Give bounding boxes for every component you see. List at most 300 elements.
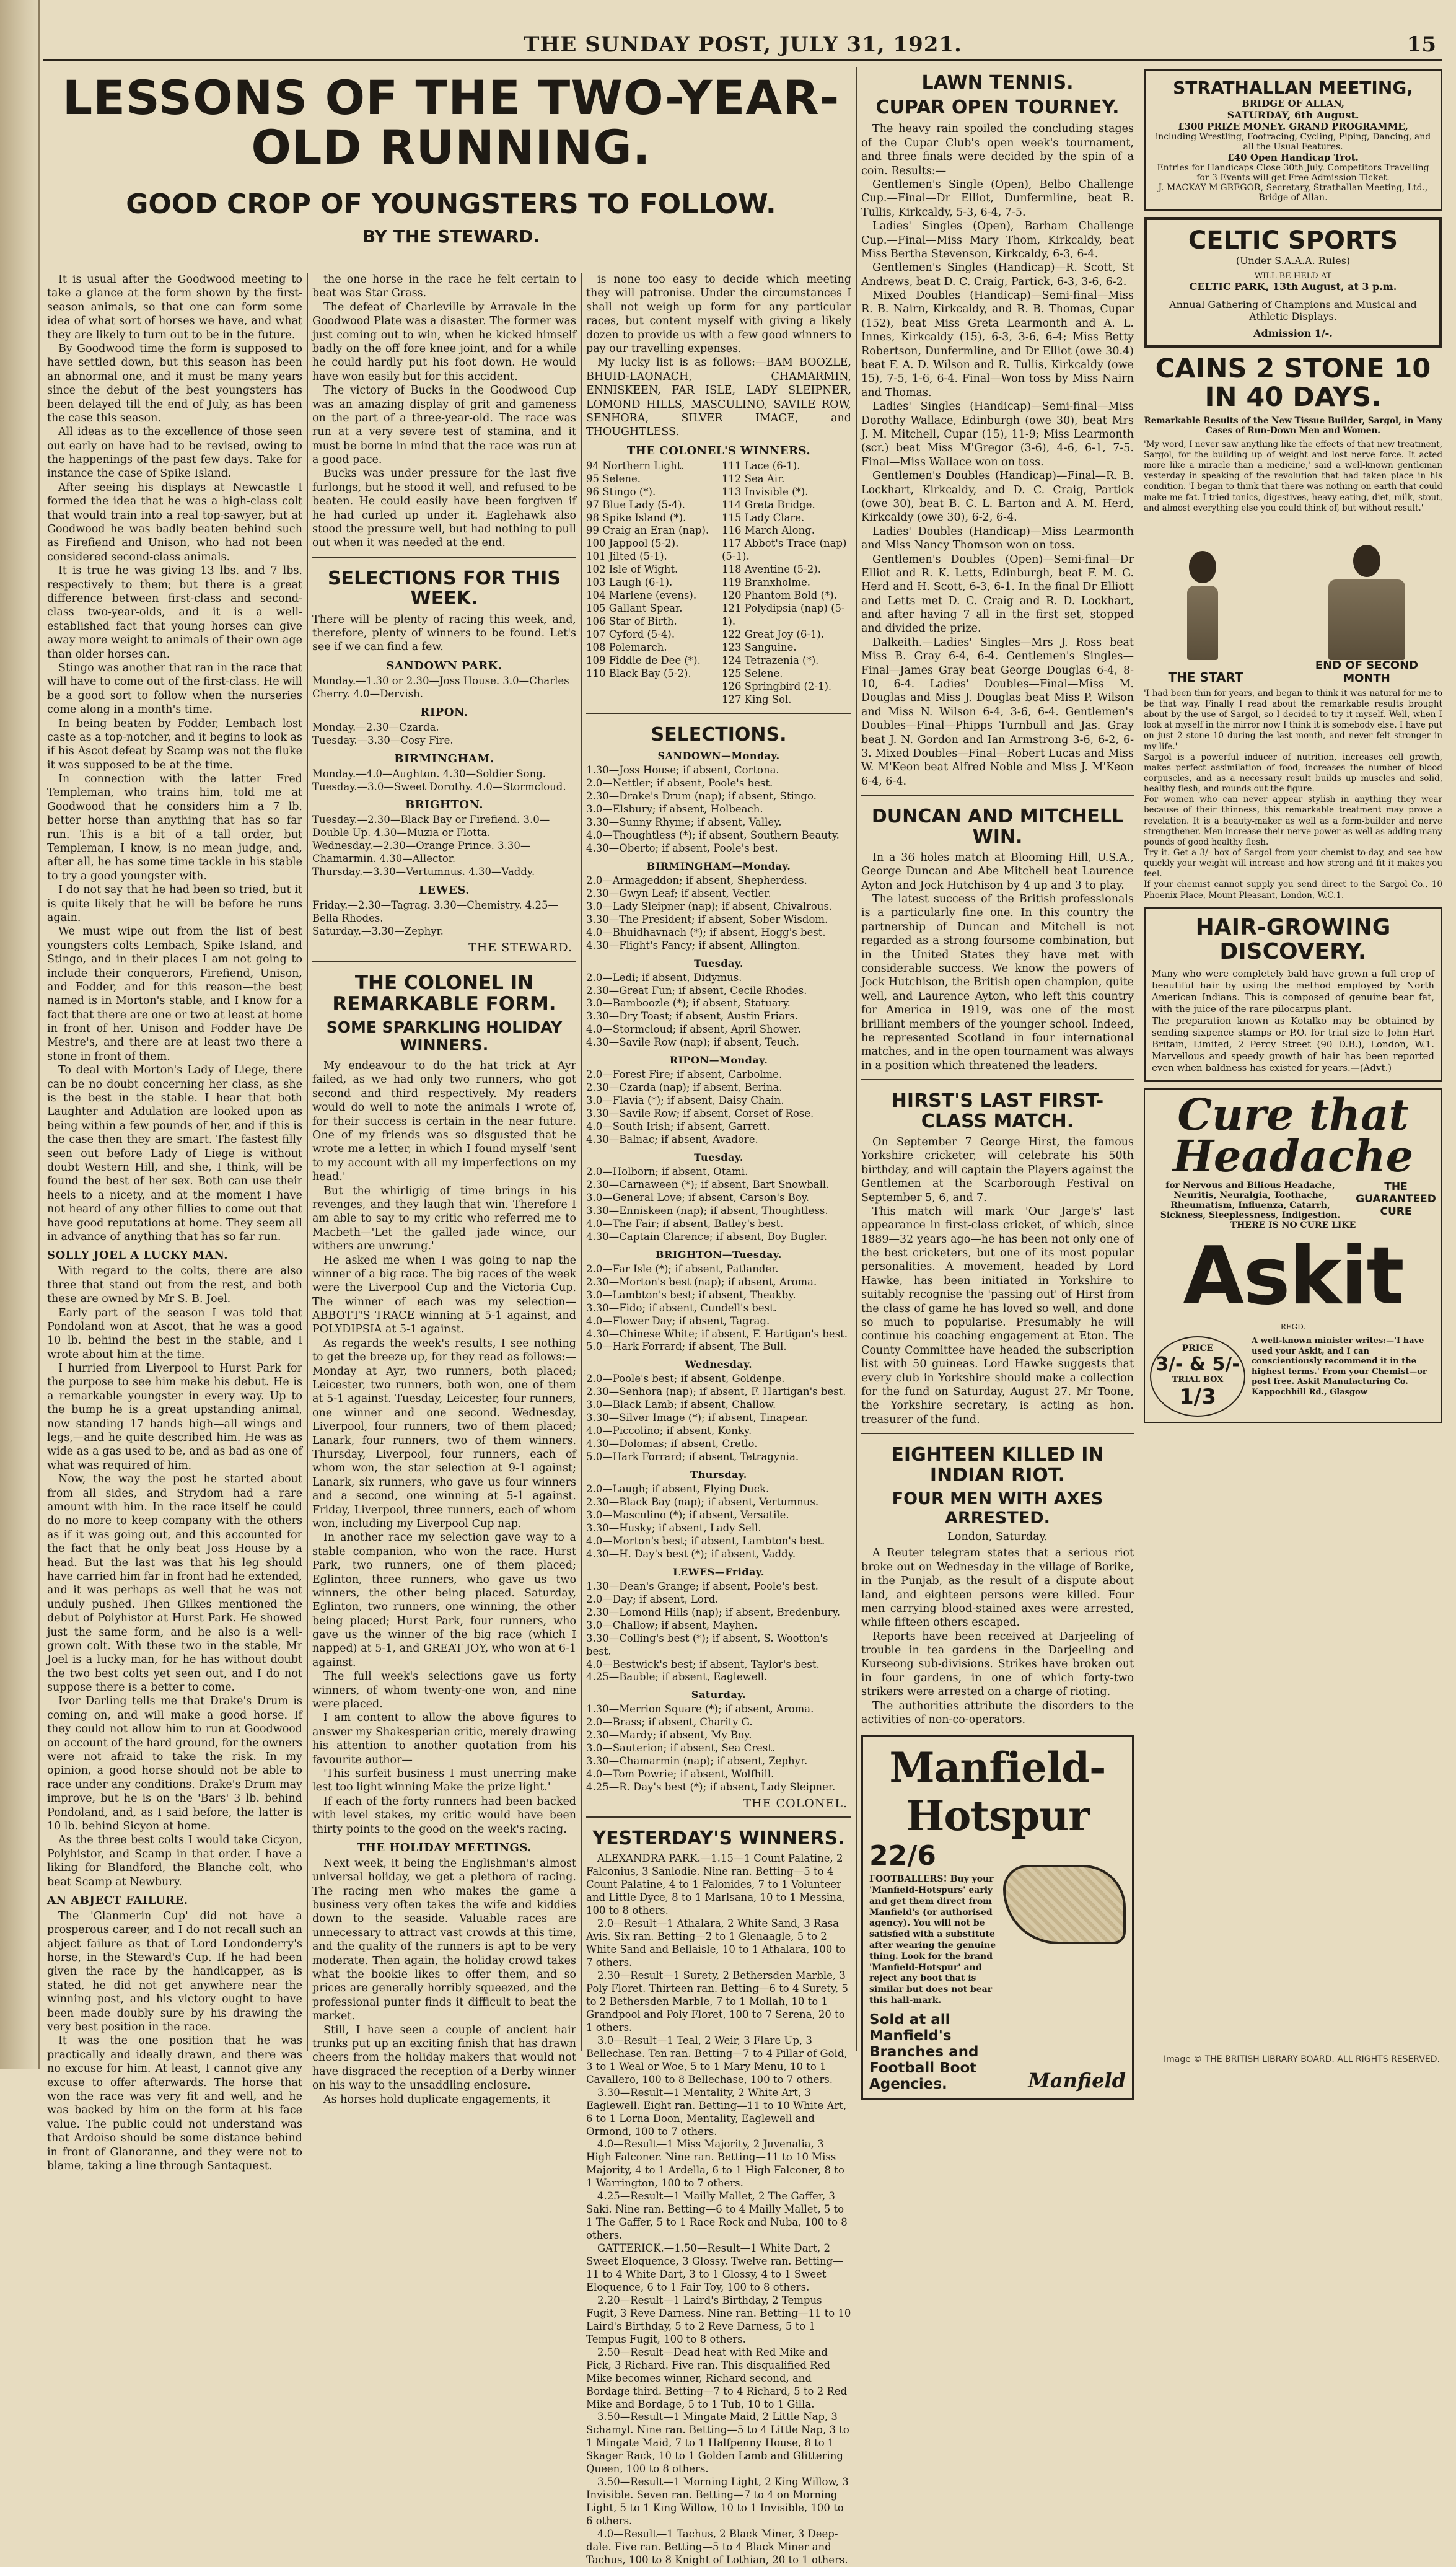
selection-line: 3.30—Silver Image (*); if absent, Tinapear. <box>586 1412 809 1424</box>
yesterday-winners-head: YESTERDAY'S WINNERS. <box>592 1828 845 1850</box>
winner-entry: 120 Phantom Bold (*). <box>722 589 837 602</box>
article-paragraph: The heavy rain spoiled the concluding stages of the Cupar Club's open week's tournament, and three finals were decided by the spin of a coin. Results:— <box>861 123 1134 177</box>
askit-guaranteed: THE GUARANTEED CURE <box>1356 1181 1436 1218</box>
masthead <box>43 32 1442 57</box>
article-paragraph: My lucky list is as follows:—BAM BOOZLE, BHUID-LAONACH, CHAMARMIN, ENNISKEEN, FAR ISLE, LADY SLEIPNER, LOMOND HILLS, MASCULINO, SAVILE ROW, SENHORA, SILVER IMAGE, and THOUGHTLESS. <box>586 356 851 439</box>
selection-line: 3.30—Dry Toast; if absent, Austin Friars. <box>586 1010 799 1023</box>
selection-line: 2.30—Mardy; if absent, My Boy. <box>586 1729 752 1741</box>
selection-line: 2.0—Brass; if absent, Charity G. <box>586 1716 753 1728</box>
winner-entry: 102 Isle of Wight. <box>586 563 678 576</box>
winners-list-left <box>586 460 716 707</box>
colonel-continuation <box>586 273 851 439</box>
selection-line: 2.30—Drake's Drum (nap); if absent, Stingo. <box>586 790 817 803</box>
winner-entry: 118 Aventine (5-2). <box>722 563 821 576</box>
strathallan-secretary: J. MACKAY M'GREGOR, Secretary, Strathallan Meeting, Ltd., Bridge of Allan. <box>1158 183 1428 203</box>
lead-section-joel: SOLLY JOEL A LUCKY MAN. <box>47 1249 228 1262</box>
askit-script-headline: Cure that Headache <box>1172 1089 1414 1182</box>
winner-entry: 96 Stingo (*). <box>586 485 656 498</box>
column-1 <box>47 273 302 2172</box>
selection-line: 3.0—Lady Sleipner (nap); if absent, Chivalrous. <box>586 900 833 912</box>
golf-headline: DUNCAN AND MITCHELL WIN. <box>871 806 1124 848</box>
selection-line: 4.30—Flight's Fancy; if absent, Allington. <box>586 939 800 951</box>
article-paragraph: Gentlemen's Single (Open), Belbo Challenge Cup.—Final—Dr Elliot, Dunfermline, beat R. Tullis, Kirkcaldy, 5-3, 6-4, 7-5. <box>861 178 1134 219</box>
colonel-headline: THE COLONEL IN REMARKABLE FORM. <box>332 972 556 1015</box>
celtic-admission: Admission 1/-. <box>1253 327 1333 339</box>
masthead-rule <box>43 59 1442 61</box>
meetings-list <box>312 659 576 938</box>
celtic-held: WILL BE HELD AT <box>1254 271 1332 281</box>
divider <box>586 1816 851 1818</box>
selection-line: 4.30—H. Day's best (*); if absent, Vaddy. <box>586 1548 796 1560</box>
article-paragraph: In a 36 holes match at Blooming Hill, U.S.A., George Duncan and Abe Mitchell beat Laurence Ayton and Jock Hutchison by 4 up and 3 to play. <box>861 851 1134 892</box>
result-paragraph: 4.0—Result—1 Tachus, 2 Black Miner, 3 Deep-dale. Five ran. Betting—5 to 4 Black Miner and Tachus, 100 to 8 Knight of Lothian, 20 to 1 others. <box>586 2528 848 2566</box>
strathallan-line2: including Wrestling, Footracing, Cycling, Piping, Dancing, and all the Usual Features. <box>1155 132 1431 152</box>
sargol-quote4: For women who can never appear stylish in anything they wear because of their thinness, this remarkable treatment may prove a revelation. It is a beauty-maker as well as a form-builder and nerve strengthener. Men increase their nerve power as well as adding many pounds of good healthy flesh. <box>1144 795 1442 847</box>
selection-line: 2.30—Senhora (nap); if absent, F. Hartigan's best. <box>586 1386 846 1398</box>
selection-line: 3.0—Challow; if absent, Mayhen. <box>586 1619 758 1631</box>
article-paragraph: the one horse in the race he felt certain to beat was Star Grass. <box>312 273 576 300</box>
selection-line: 3.0—Flavia (*); if absent, Daisy Chain. <box>586 1094 784 1107</box>
divider <box>861 1079 1134 1080</box>
sargol-quote5: Try it. Get a 3/- box of Sargol from your chemist to-day, and see how quickly your weight will increase and how strong and fit it makes you feel. <box>1144 847 1442 879</box>
selection-line: 2.0—Holborn; if absent, Otami. <box>586 1166 748 1178</box>
selection-line: 4.0—Piccolino; if absent, Konky. <box>586 1425 752 1437</box>
holiday-text <box>312 1857 576 2107</box>
lawn-tennis-head: LAWN TENNIS. <box>921 72 1074 94</box>
selection-line: 2.0—Forest Fire; if absent, Carbolme. <box>586 1068 783 1081</box>
article-paragraph: As regards the week's results, I see nothing to get the breeze up, for they read as follows:—Monday at Ayr, two runners, both placed; Leicester, two runners, both won, one of them at 5-1 against. Tuesday, Leicester, four runners, one winner and one second. Wednesday, Liverpool, four runners, two of them placed; Lanark, four runners, two of them winners. Thursday, Liverpool, four runners, each of whom won, the star selection at 9-1 against; Lanark, six runners, who gave us four winners and a second, one winning at 5-1 against. Friday, Liverpool, three runners, each of whom won, including my Liverpool Cup nap. <box>312 1337 576 1530</box>
sargol-sub: Remarkable Results of the New Tissue Builder, Sargol, in Many Cases of Run-Down Men and Women. <box>1144 415 1442 436</box>
askit-ad <box>1144 1088 1442 1423</box>
selection-day: Saturday. <box>691 1689 747 1701</box>
steward-continuation <box>312 273 576 550</box>
article-paragraph: Ladies' Doubles (Handicap)—Miss Learmonth and Miss Nancy Thomson won on toss. <box>861 525 1134 552</box>
article-paragraph: Still, I have seen a couple of ancient hair trunks put up an exciting finish that has drawn cheers from the holiday makers that would not have disgraced the reception of a Derby winner on his way to the unsaddling enclosure. <box>312 2023 576 2092</box>
selection-line: 2.0—Poole's best; if absent, Goldenpe. <box>586 1373 785 1385</box>
result-paragraph: 3.0—Result—1 Teal, 2 Weir, 3 Flare Up, 3 Bellechase. Ten ran. Betting—7 to 4 Pillar of Gold, 3 to 1 Weal or Woe, 5 to 1 Mary Menu, 10 to 1 Cavallero, 100 to 8 Bellechase, 100 to 7 others. <box>586 2034 848 2085</box>
article-paragraph: Now, the way the post he started about from all sides, and Strydom had a rare amount with him. In the race itself he could do no more to keep company with the others as if it was going out, and this accounted for the fact that he only beat Joss House by a head. But the last was that his leg should have carried him far in front had he extended, and it was perhaps as well that he was not unduly pushed. Then Gilkes mentioned the debut of Polyhistor at Hurst Park. He showed just the same form, and he also is a well-grown colt. With these two in the stable, Mr Joel is a lucky man, for he has without doubt the two best colts yet seen out, and I do not suppose there is a better to come. <box>47 1473 302 1694</box>
winner-entry: 115 Lady Clare. <box>722 511 805 524</box>
article-paragraph: I hurried from Liverpool to Hurst Park for the purpose to see him make his debut. He is a remarkable youngster in every way. Up to the bump he is a great upstanding animal, now standing 17 hands high—all wings and legs,—and he quite described him. He was as wide as a gas used to be, and as bad as one of what was required of him. <box>47 1362 302 1472</box>
article-paragraph: This match will mark 'Our Jarge's' last appearance in first-class cricket, of which, since 1889—32 years ago—he has been not only one of the best cricketers, but one of its most popular personalities. A movement, headed by Lord Hawke, has been initiated in Yorkshire to suitably recognise the 'passing out' of Hirst from the class of game he has loved so well, and done so much to popularise. Presumably he will continue his coaching engagement at Eton. The County Committee have headed the subscription list with 50 guineas. Lord Hawke suggests that every club in Yorkshire should make a collection for the fund on Saturday, August 27. Mr Toone, the Yorkshire secretary, is acting as hon. treasurer of the fund. <box>861 1205 1134 1426</box>
column-rule <box>856 67 857 2051</box>
selection-line: 2.0—Far Isle (*); if absent, Patlander. <box>586 1262 779 1275</box>
article-paragraph: Gentlemen's Doubles (Open)—Semi-final—Dr Elliot and R. K. Letts, Edinburgh, beat F. M. G. Herd and H. Scott, 6-3, 6-1. In the final Dr Elliott and Letts met D. C. Craig and R. D. Lockhart, and after having 7 all in the first set, stopped and divided the prize. <box>861 553 1134 635</box>
selection-line: 3.30—The President; if absent, Sober Wisdom. <box>586 913 828 925</box>
page-number: 15 <box>1406 32 1436 57</box>
selection-line: 5.0—Hark Forrard; if absent, The Bull. <box>586 1341 787 1353</box>
yesterday-winners-text <box>586 1852 851 2566</box>
article-paragraph: In connection with the latter Fred Templeman, who trains him, told me at Goodwood that he considers him a 7 lb. better horse than anything that has so far run. This is a bit of a tall order, but Templeman, I know, is no mean judge, and, after all, he has some time tackle in his stable to try a good youngster with. <box>47 773 302 883</box>
image-credit: Image © THE BRITISH LIBRARY BOARD. ALL RIGHTS RESERVED. <box>1163 2054 1440 2064</box>
lead-headline-block <box>48 70 854 252</box>
selection-line: 3.0—General Love; if absent, Carson's Boy. <box>586 1191 810 1204</box>
article-paragraph: is none too easy to decide which meeting they will patronise. Under the circumstances I shall not weigh up form for any particular races, but content myself with giving a likely dozen to provide us with a few good winners to pay our travelling expenses. <box>586 273 851 355</box>
meeting-selection: Wednesday.—2.30—Orange Prince. 3.30—Chamarmin. 4.30—Allector. <box>312 840 531 865</box>
article-paragraph: The latest success of the British professionals is a particularly fine one. In this country the partnership of Duncan and Mitchell is not regarded as a strong foursome combination, but in the United States they have met with considerable success. We know the powers of Jock Hutchison, the British open champion, quite well, and Laurence Ayton, who left this country for America in 1919, was one of the most brilliant members of the younger school. Indeed, he represented Scotland in four international matches, and in the open tournament was always in a position which threatened the leaders. <box>861 893 1134 1072</box>
celtic-sports-ad <box>1144 217 1442 348</box>
column-5-ads <box>1144 69 1442 2053</box>
askit-no-cure: THERE IS NO CURE LIKE <box>1230 1220 1356 1231</box>
hirst-text <box>861 1135 1134 1427</box>
meeting-selection: Tuesday.—3.30—Cosy Fire. <box>312 734 454 746</box>
winner-entry: 125 Selene. <box>722 667 783 679</box>
riot-subhead: FOUR MEN WITH AXES ARRESTED. <box>892 1489 1103 1528</box>
strathallan-ad <box>1144 69 1442 211</box>
label-start: THE START <box>1168 669 1243 685</box>
cupar-subhead: CUPAR OPEN TOURNEY. <box>875 97 1120 119</box>
winner-entry: 97 Blue Lady (5-4). <box>586 498 685 511</box>
selection-line: 4.30—Balnac; if absent, Avadore. <box>586 1134 758 1146</box>
thin-man-figure <box>1169 551 1237 660</box>
celtic-rules: (Under S.A.A.A. Rules) <box>1235 255 1351 266</box>
selection-line: 1.30—Dean's Grange; if absent, Poole's best. <box>586 1580 818 1592</box>
lead-article-col1b <box>47 1264 302 1889</box>
hair-text2: The preparation known as Kotalko may be obtained by sending sixpence stamps or P.O. for trial size to John Hart Britain, Limited, 2 Percy Street (90 D.B.), London, W.1. Marvellous and speedy growth of hair has been reported even when baldness has existed for years.—(Advt.) <box>1152 1015 1434 1074</box>
result-paragraph: 3.50—Result—1 Morning Light, 2 King Willow, 3 Invisible. Seven ran. Betting—7 to 4 on Morning Light, 5 to 1 King Willow, 10 to 1 Invisible, 100 to 6 others. <box>586 2476 849 2527</box>
selection-day: BRIGHTON—Tuesday. <box>656 1248 782 1261</box>
article-paragraph: Next week, it being the Englishman's almost universal holiday, we get a plethora of racing. The racing men who makes the game a business very often takes the wife and kiddies down to the seaside. Valuable races are unnecessary to attract vast crowds at this time, and the quality of the runners is apt to be very moderate. Then again, the holiday crowd takes what the bookie likes to offer them, and so prices are generally horribly squeezed, and the professional punter finds it difficult to beat the market. <box>312 1857 576 2023</box>
strathallan-line3: £40 Open Handicap Trot. <box>1227 152 1359 163</box>
sargol-headline: CAINS 2 STONE 10 IN 40 DAYS. <box>1155 353 1431 413</box>
winner-entry: 99 Craig an Eran (nap). <box>586 524 709 537</box>
article-paragraph: Dalkeith.—Ladies' Singles—Mrs J. Ross beat Miss B. Gray 6-4, 6-4. Gentlemen's Singles—Final—James Gray beat George Douglas 6-4, 8-10, 6-4. Ladies' Doubles—Final—Miss M. Douglas and Miss J. Douglas beat Miss P. Wilson and Miss N. Wilson 6-4, 3-6, 6-4. Gentlemen's Doubles—Final—Phipps Turnbull and Jas. Gray beat J. N. Gordon and Ian Armstrong 3-6, 6-2, 6-3. Mixed Doubles—Final—Robert Lucas and Miss W. M'Keon beat Alfred Noble and Miss J. M'Keon 6-4, 6-4. <box>861 636 1134 788</box>
selection-line: 3.0—Sauterion; if absent, Sea Crest. <box>586 1742 776 1755</box>
askit-brand: Askit <box>1183 1230 1403 1323</box>
article-paragraph: Bucks was under pressure for the last five furlongs, but he stood it well, and refused to be beaten. He could easily have been forgiven if he had curled up under it. Eaglehawk also stood the pressure well, but had nothing to pull out when it was needed at the end. <box>312 467 576 550</box>
selection-line: 1.30—Joss House; if absent, Cortona. <box>586 764 779 777</box>
article-paragraph: Reports have been received at Darjeeling of trouble in tea gardens in the Darjeeling and Kurseong sub-divisions. Strikes have broken out in four gardens, in one of which forty-two strikers were arrested on a charge of rioting. <box>861 1630 1134 1699</box>
article-paragraph: The 'Glanmerin Cup' did not have a prosperous career, and I do not recall such an abject failure as that of Lord Londonderry's horse, in the Steward's Cup. If he had been given the race by the handicapper, as is stated, he did not get anywhere near the winning post, and his victory ought to have been made doubly sure by his drawing the very best position in the race. <box>47 1909 302 2034</box>
selection-line: 4.30—Oberto; if absent, Poole's best. <box>586 842 778 854</box>
selection-line: 3.30—Colling's best (*); if absent, S. Wootton's best. <box>586 1632 828 1657</box>
daily-selections <box>586 750 851 1794</box>
result-paragraph: 2.20—Result—1 Laird's Birthday, 2 Tempus Fugit, 3 Reve Darness. Nine ran. Betting—11 to 10 Laird's Birthday, 5 to 2 Reve Darness, 5 to 1 Tempus Fugit, 100 to 8 others. <box>586 2294 851 2345</box>
selection-line: 2.0—Day; if absent, Lord. <box>586 1593 719 1605</box>
meeting-name: SANDOWN PARK. <box>386 659 502 672</box>
colonel-text <box>312 1059 576 1836</box>
meeting-selection: Monday.—2.30—Czarda. <box>312 721 439 733</box>
selection-line: 3.30—Sunny Rhyme; if absent, Valley. <box>586 816 782 828</box>
selection-line: 4.0—Thoughtless (*); if absent, Southern Beauty. <box>586 829 840 841</box>
article-paragraph: The defeat of Charleville by Arravale in the Goodwood Plate was a disaster. The former was just coming out to win, when he kicked himself badly on the off fore knee joint, and for a while he could hardly put his foot down. He would have won easily but for this accident. <box>312 301 576 383</box>
sargol-quote6: If your chemist cannot supply you send direct to the Sargol Co., 10 Phoenix Place, Mount Pleasant, London, W.C.1. <box>1144 879 1442 900</box>
selections-intro: There will be plenty of racing this week, and, therefore, plenty of winners to be found. Let's see if we can find a few. <box>312 613 576 654</box>
askit-price-badge <box>1150 1336 1245 1417</box>
label-end: END OF SECOND MONTH <box>1315 658 1419 685</box>
article-paragraph: He asked me when I was going to nap the winner of a big race. The big races of the week were the Liverpool Cup and the Victoria Cup. The winner of each was my selection—ABBOTT'S TRACE winning at 5-1 against, and POLYDIPSIA at 5-1 against. <box>312 1254 576 1336</box>
article-paragraph: Gentlemen's Doubles (Handicap)—Final—R. B. Lockhart, Kirkcaldy, and D. C. Craig, Partick (owe 30), beat B. C. L. Barton and A. M. Herd, Kirkcaldy (owe 30), 6-2, 6-4. <box>861 470 1134 524</box>
manfield-brand: Manfield-Hotspur <box>889 1743 1106 1841</box>
selection-line: 4.25—Bauble; if absent, Eaglewell. <box>586 1671 768 1683</box>
selection-line: 3.30—Savile Row; if absent, Corset of Rose. <box>586 1107 814 1120</box>
riot-headline: EIGHTEEN KILLED IN INDIAN RIOT. <box>891 1444 1104 1486</box>
selection-day: BIRMINGHAM—Monday. <box>646 860 791 872</box>
winner-entry: 117 Abbot's Trace (nap) (5-1). <box>722 537 847 563</box>
winner-entry: 98 Spike Island (*). <box>586 511 686 524</box>
askit-trial-price: 1/3 <box>1179 1385 1216 1410</box>
selection-line: 4.0—Bhuidhavnach (*); if absent, Hogg's best. <box>586 926 826 938</box>
result-paragraph: 2.50—Result—Dead heat with Red Mike and Pick, 3 Richard. Five ran. This disqualified Red Mike becomes winner, Richard second, and Bordage third. Betting—7 to 4 Richard, 5 to 2 Red Mike and Bordage, 5 to 1 Tub, 10 to 1 Gilla. <box>586 2346 848 2410</box>
result-paragraph: 4.0—Result—1 Miss Majority, 2 Juvenalia, 3 High Falconer. Nine ran. Betting—11 to 10 Miss Majority, 4 to 1 Ardella, 6 to 1 High Falconer, 8 to 1 Warrington, 100 to 7 others. <box>586 2138 844 2190</box>
column-rule <box>581 273 582 2051</box>
selection-day: RIPON—Monday. <box>669 1054 768 1067</box>
article-paragraph: 'This surfeit business I must unerring make lest too light winning Make the prize light.' <box>312 1767 576 1794</box>
football-boot-illustration <box>1002 1845 1126 1950</box>
article-paragraph: By Goodwood time the form is supposed to have settled down, but this season has been an abnormal one, and it must be many years since the debut of the best youngsters has been delayed till the end of July, as has been the case this season. <box>47 342 302 425</box>
meeting-name: BIRMINGHAM. <box>394 752 494 765</box>
lead-byline: BY THE STEWARD. <box>362 226 540 247</box>
article-paragraph: All ideas as to the excellence of those seen out early on have had to be revised, owing to the happenings of the past few days. Take for instance the case of Spike Island. <box>47 426 302 480</box>
selection-line: 4.30—Chinese White; if absent, F. Hartigan's best. <box>586 1328 848 1340</box>
lead-article-col1 <box>47 273 302 1244</box>
article-paragraph: As the three best colts I would take Cicyon, Polyhistor, and Scamp in that order. I have a liking for Blandford, the Blanche colt, who beat Scamp at Newbury. <box>47 1834 302 1888</box>
selections-head: SELECTIONS. <box>651 723 787 746</box>
sargol-quote1: 'My word, I never saw anything like the effects of that new treatment, Sargol, for the building up of weight and lost nerve force. It acted more like a miracle than a medicine,' said a well-known gentleman yesterday in speaking of the revolution that had taken place in his condition. 'I began to think that there was nothing on earth that could make me fat. I tried tonics, digestives, heavy eating, diet, milk, stout, and almost everything else you could think of, but without result.' <box>1144 439 1442 513</box>
askit-price: 3/- & 5/- <box>1156 1354 1240 1376</box>
result-paragraph: GATTERICK.—1.50—Result—1 White Dart, 2 Sweet Eloquence, 3 Glossy. Twelve ran. Betting—11 to 4 White Dart, 3 to 1 Glossy, 4 to 1 Sweet Eloquence, 6 to 1 Fair Toy, 100 to 8 others. <box>586 2242 843 2293</box>
meeting-name: LEWES. <box>419 884 470 897</box>
hair-text: Many who were completely bald have grown a full crop of beautiful hair by using the method employed by North American Indians. This is composed of genuine bear fat, with the juice of the rare pilocarpus plant. <box>1152 967 1434 1015</box>
selection-line: 4.30—Captain Clarence; if absent, Boy Bugler. <box>586 1230 828 1243</box>
winner-entry: 121 Polydipsia (nap) (5-1). <box>722 602 845 628</box>
winner-entry: 108 Polemarch. <box>586 641 667 654</box>
selection-line: 2.0—Armageddon; if absent, Shepherdess. <box>586 874 807 886</box>
riot-text <box>861 1546 1134 1727</box>
meeting-selection: Thursday.—3.30—Vertumnus. 4.30—Vaddy. <box>312 866 535 878</box>
divider <box>861 795 1134 796</box>
selection-line: 3.0—Bamboozle (*); if absent, Statuary. <box>586 997 791 1010</box>
column-rule <box>307 273 308 2051</box>
article-paragraph: To deal with Morton's Lady of Liege, there can be no doubt concerning her class, as she is the best in the stable. I hear that both Laughter and Adulation are looked upon as being within a few pounds of her, and if this is the case then they are smart. The fastest filly seen out before Lady of Liege is without doubt Western Hill, and she, I think, will be found the best of her sex. Both can use their heels to a nicety, and at the moment I have not heard of any other fillies to come out that have good reputations at home. They seem all in advance of anything that has so far run. <box>47 1064 302 1243</box>
article-paragraph: Mixed Doubles (Handicap)—Semi-final—Miss R. B. Nairn, Kirkcaldy, and R. B. Thomas, Cupar (152), beat Miss Greta Learmonth and A. L. Innes, Kirkcaldy (15), 6-3, 3-6, 6-4; Miss Betty Robertson, Dunfermline, and Dr Elliot (owe 30.4) beat F. A. D. Wilson and R. Tullis, Kirkcaldy (owe 15), 7-5, 1-6, 6-4. Final—Won toss by Miss Nairn and Thomas. <box>861 289 1134 399</box>
selection-line: 3.0—Elsbury; if absent, Holbeach. <box>586 803 763 816</box>
divider <box>312 557 576 558</box>
strathallan-place: BRIDGE OF ALLAN, <box>1242 98 1344 109</box>
celtic-title: CELTIC SPORTS <box>1188 226 1398 255</box>
meeting-name: BRIGHTON. <box>405 798 484 812</box>
lead-headline: LESSONS OF THE TWO-YEAR-OLD RUNNING. <box>62 70 840 175</box>
result-paragraph: ALEXANDRA PARK.—1.15—1 Count Palatine, 2 Falconius, 3 Sanlodie. Nine ran. Betting—5 to 4 Count Palatine, 4 to 1 Falonides, 7 to 1 Volunteer and Little Dyce, 8 to 1 Marlsana, 10 to 1 Messina, 100 to 8 others. <box>586 1852 846 1917</box>
selection-day: LEWES—Friday. <box>673 1565 765 1578</box>
article-paragraph: As horses hold duplicate engagements, it <box>323 2093 551 2106</box>
selection-line: 3.30—Fido; if absent, Cundell's best. <box>586 1301 777 1314</box>
article-paragraph: Ladies' Singles (Handicap)—Semi-final—Miss Dorothy Wallace, Edinburgh (owe 30), beat Mrs J. M. Mitchell, Cupar (15), 11-9; Miss Learmonth (scr.) beat Miss M'Gregor (3-6), 4-6, 6-1, 7-5. Final—Miss Wallace won on toss. <box>861 400 1134 469</box>
meeting-selection: Friday.—2.30—Tagrag. 3.30—Chemistry. 4.25—Bella Rhodes. <box>312 899 559 925</box>
strathallan-date: SATURDAY, 6th August. <box>1227 109 1359 121</box>
article-paragraph: The full week's selections gave us forty winners, of whom twenty-one won, and nine were placed. <box>312 1670 576 1711</box>
colonel-winners-head: THE COLONEL'S WINNERS. <box>626 444 811 457</box>
manfield-logo: Manfield <box>1028 2068 1126 2092</box>
selection-day: Thursday. <box>690 1469 747 1481</box>
column-3 <box>586 273 851 2566</box>
meeting-name: RIPON. <box>420 705 468 719</box>
winner-entry: 113 Invisible (*). <box>722 485 809 498</box>
selection-line: 4.0—Stormcloud; if absent, April Shower. <box>586 1023 801 1036</box>
selection-line: 3.0—Black Lamb; if absent, Challow. <box>586 1399 776 1411</box>
selection-day: Tuesday. <box>694 957 743 969</box>
article-paragraph: With regard to the colts, there are also three that stand out from the rest, and both these are owned by Mr S. B. Joel. <box>47 1265 302 1306</box>
article-paragraph: Stingo was another that ran in the race that will have to come out of the first-class. He will be a good sort to follow when the nurseries come along in a month's time. <box>47 661 302 716</box>
winner-entry: 119 Branxholme. <box>722 576 811 589</box>
selection-line: 4.25—R. Day's best (*); if absent, Lady Sleipner. <box>586 1781 836 1794</box>
selection-line: 2.0—Nettler; if absent, Poole's best. <box>586 777 773 790</box>
article-paragraph: Ladies' Singles (Open), Barham Challenge Cup.—Final—Miss Mary Thom, Kirkcaldy, beat Miss Bertha Stevenson, Kirkcaldy, 6-3, 6-4. <box>861 220 1134 260</box>
selection-line: 5.0—Hark Forrard; if absent, Tetragynia. <box>586 1451 799 1463</box>
winner-entry: 107 Cyford (5-4). <box>586 628 675 641</box>
celtic-venue: CELTIC PARK, 13th August, at 3 p.m. <box>1189 281 1397 293</box>
article-paragraph: A Reuter telegram states that a serious riot broke out on Wednesday in the village of Borike, in the Punjab, as the result of a dispute about land, and eighteen persons were killed. Four men carrying blood-stained axes were arrested, while fifteen others escaped. <box>861 1547 1134 1629</box>
winner-entry: 116 March Along. <box>722 524 815 537</box>
meeting-selection: Tuesday.—3.0—Sweet Dorothy. 4.0—Stormcloud. <box>312 780 566 793</box>
askit-for: for Nervous and Bilious Headache, Neuritis, Neuralgia, Toothache, Rheumatism, Influenza, Catarrh, Sickness, Sleeplessness, Indigestion. <box>1160 1181 1341 1221</box>
lawn-tennis-text <box>861 122 1134 788</box>
hirst-headline: HIRST'S LAST FIRST-CLASS MATCH. <box>891 1090 1104 1132</box>
winner-entry: 104 Marlene (evens). <box>586 589 697 602</box>
article-paragraph: We must wipe out from the list of best youngsters colts Lembach, Spike Island, and Stingo, and in their places I am not going to include their conquerors, Firefiend, Unison, and Fodder, and for this reason—the best named is in Morton's stable, and I know for a fact that there are one or two at least at home in front of her. Unison and Fodder have De Mestre's, and there are at least two there a stone in front of them. <box>47 925 302 1063</box>
askit-regd: REGD. <box>1280 1323 1306 1332</box>
colonel-subhead: SOME SPARKLING HOLIDAY WINNERS. <box>326 1018 563 1055</box>
result-paragraph: 3.50—Result—1 Mingate Maid, 2 Little Nap, 3 Schamyl. Nine ran. Betting—5 to 4 Little Nap, 3 to 1 Mingate Maid, 7 to 1 Halfpenny House, 8 to 1 Skager Rack, 10 to 1 Golden Lamb and Glittering Queen, 100 to 8 others. <box>586 2411 849 2475</box>
askit-trial: TRIAL BOX <box>1172 1375 1224 1385</box>
article-paragraph: It is true he was giving 13 lbs. and 7 lbs. respectively to them; but there is a great difference between first-class and second-class two-year-olds, and it is a well-established fact that young horses can give away more weight to animals of their own age than older horses can. <box>47 565 302 661</box>
winner-entry: 100 Jappool (5-2). <box>586 537 679 550</box>
selection-line: 3.0—Lambton's best; if absent, Theakby. <box>586 1288 796 1301</box>
selection-line: 3.30—Husky; if absent, Lady Sell. <box>586 1521 761 1534</box>
divider <box>861 1433 1134 1434</box>
lead-article-col1c <box>47 1909 302 2173</box>
column-4 <box>861 69 1134 2092</box>
result-paragraph: 2.30—Result—1 Surety, 2 Bethersden Marble, 3 Poly Floret. Thirteen ran. Betting—6 to 4 Surety, 5 to 2 Bethersden Marble, 7 to 1 Mollah, 10 to 1 Grandpool and Poly Floret, 100 to 7 Serena, 20 to 1 others. <box>586 1970 849 2033</box>
column-2 <box>312 273 576 2106</box>
sargol-quote2: 'I had been thin for years, and began to think it was natural for me to be that way. Finally I read about the remarkable results brought about by the use of Sargol, so I decided to try it myself. Well, when I look at myself in the mirror now I think it is somebody else. I have put on just 2 stone 10 during the last month, and never felt stronger in my life.' <box>1144 688 1442 752</box>
sargol-quote3: Sargol is a powerful inducer of nutrition, increases cell growth, makes perfect assimilation of food, increases the number of blood corpuscles, and as a necessary result builds up muscles and solid, healthy flesh, and rounds out the figure. <box>1144 752 1442 795</box>
article-paragraph: Gentlemen's Singles (Handicap)—R. Scott, St Andrews, beat D. C. Craig, Partick, 6-3, 3-6, 6-2. <box>861 262 1134 288</box>
manfield-sold-at: Sold at all Manfield's Branches and Football Boot Agencies. <box>869 2011 979 2092</box>
masthead-title: THE SUNDAY POST, JULY 31, 1921. <box>524 32 962 57</box>
selection-day: Wednesday. <box>685 1358 753 1371</box>
article-paragraph: Early part of the season I was told that Pondoland won at Ascot, that he was a good 10 lb. behind the best in the stable, and I wrote about him at the time. <box>47 1306 302 1361</box>
selection-line: 4.0—Flower Day; if absent, Tagrag. <box>586 1314 770 1327</box>
selection-line: 4.30—Dolomas; if absent, Cretlo. <box>586 1438 758 1450</box>
winner-entry: 105 Gallant Spear. <box>586 602 683 615</box>
article-paragraph: The victory of Bucks in the Goodwood Cup was an amazing display of grit and gameness on the part of a three-year-old. The race was run at a very severe test of stamina, and it must be borne in mind that the race was run at a good pace. <box>312 384 576 467</box>
before-after-illustration <box>1144 517 1442 685</box>
winner-entry: 103 Laugh (6-1). <box>586 576 673 589</box>
result-paragraph: 4.25—Result—1 Mailly Mallet, 2 The Gaffer, 3 Saki. Nine ran. Betting—6 to 4 Mailly Mallet, 5 to 1 The Gaffer, 5 to 1 Race Rock and Nuba, 100 to 8 others. <box>586 2190 848 2242</box>
sargol-ad <box>1144 354 1442 901</box>
manfield-hotspur-ad <box>861 1735 1134 2100</box>
selection-day: SANDOWN—Monday. <box>657 750 780 762</box>
selection-line: 4.0—Bestwick's best; if absent, Taylor's best. <box>586 1658 820 1670</box>
selection-line: 2.30—Black Bay (nap); if absent, Vertumnus. <box>586 1496 819 1508</box>
previous-page-edge <box>0 0 40 2069</box>
article-paragraph: I am content to allow the above figures to answer my Shakesperian critic, merely drawing his attention to another quotation from his favourite author— <box>312 1712 576 1766</box>
article-paragraph: In another race my selection gave way to a stable companion, who won the race. Hurst Park, two runners, one of them placed; Eglinton, three runners, who gave us two winners, the other being placed. Saturday, Eglinton, two runners, one winning, the other being placed; Hurst Park, four runners, who gave us the winner of the big race (which I napped) at 5-1, and GREAT JOY, who won at 6-1 against. <box>312 1531 576 1669</box>
steward-signature: THE STEWARD. <box>468 941 572 955</box>
lead-section-failure: AN ABJECT FAILURE. <box>47 1893 188 1907</box>
selection-day: Tuesday. <box>694 1151 743 1164</box>
selection-line: 4.0—South Irish; if absent, Garrett. <box>586 1121 770 1133</box>
celtic-desc: Annual Gathering of Champions and Musical and Athletic Displays. <box>1169 299 1417 322</box>
winner-entry: 124 Tetrazenia (*). <box>722 654 819 666</box>
winner-entry: 114 Greta Bridge. <box>722 498 815 511</box>
riot-dateline: London, Saturday. <box>947 1530 1048 1543</box>
article-paragraph: I do not say that he had been so tried, but it is quite likely that he will be before he runs again. <box>47 884 302 924</box>
selection-line: 4.0—Morton's best; if absent, Lambton's best. <box>586 1534 825 1547</box>
selection-line: 3.30—Enniskeen (nap); if absent, Thoughtless. <box>586 1204 828 1217</box>
winner-entry: 126 Springbird (2-1). <box>722 680 832 692</box>
selections-for-week-head: SELECTIONS FOR THIS WEEK. <box>328 567 561 610</box>
selection-line: 3.30—Chamarmin (nap); if absent, Zephyr. <box>586 1755 808 1768</box>
winner-entry: 109 Fiddle de Dee (*). <box>586 654 701 666</box>
selection-line: 3.0—Masculino (*); if absent, Versatile. <box>586 1508 789 1521</box>
selection-line: 2.30—Great Fun; if absent, Cecile Rhodes. <box>586 984 807 997</box>
article-paragraph: On September 7 George Hirst, the famous Yorkshire cricketer, will celebrate his 50th birthday, and will captain the Players against the Gentlemen at the Scarborough Festival on September 5, 6, and 7. <box>861 1135 1134 1204</box>
hair-headline: HAIR-GROWING DISCOVERY. <box>1195 914 1391 965</box>
strathallan-line1: £300 PRIZE MONEY. GRAND PROGRAMME, <box>1178 121 1408 132</box>
result-paragraph: 2.0—Result—1 Athalara, 2 White Sand, 3 Rasa Avis. Six ran. Betting—2 to 1 Glenaagle, 5 to 2 White Sand and Bellaisle, 10 to 1 Athalara, 100 to 7 others. <box>586 1918 846 1969</box>
colonel-winners-table <box>586 460 851 707</box>
selection-line: 2.0—Ledi; if absent, Didymus. <box>586 971 742 984</box>
article-paragraph: If each of the forty runners had been backed with level stakes, my critic would have been thirty points to the good on the week's racing. <box>312 1795 576 1836</box>
article-paragraph: But the whirligig of time brings in his revenges, and they laugh that win. Therefore I am able to say to my critic who referred me to Macbeth—'Let the galled jade wince, our withers are unwrung.' <box>312 1184 576 1253</box>
divider <box>586 713 851 714</box>
selection-line: 2.30—Carnaween (*); if absent, Bart Snowball. <box>586 1178 830 1191</box>
selection-line: 4.0—The Fair; if absent, Batley's best. <box>586 1217 784 1230</box>
article-paragraph: It is usual after the Goodwood meeting to take a glance at the form shown by the first-season animals, so that one can form some idea of what sort of horses we have, and what they are likely to turn out to be in the future. <box>47 273 302 341</box>
article-paragraph: In being beaten by Fodder, Lembach lost caste as a top-notcher, and it begins to look as if his Ascot defeat by Scamp was not the fluke it was supposed to be at the time. <box>47 717 302 772</box>
manfield-copy: FOOTBALLERS! Buy your 'Manfield-Hotspurs' early and get them direct from Manfield's (or authorised agency). You will not be satisfied with a substitute after wearing the genuine thing. Look for the brand 'Manfield-Hotspur' and reject any boot that is similar but does not bear this hall-mark. <box>869 1874 996 2006</box>
askit-price-label: PRICE <box>1182 1344 1214 1354</box>
selection-line: 2.30—Gwyn Leaf; if absent, Vectler. <box>586 887 771 899</box>
hair-growing-ad <box>1144 907 1442 1083</box>
result-paragraph: 3.30—Result—1 Mentality, 2 White Art, 3 Eaglewell. Eight ran. Betting—11 to 10 White Art, 6 to 1 Lorna Doon, Mentality, Eaglewell and Ormond, 100 to 7 others. <box>586 2086 847 2138</box>
holiday-head: THE HOLIDAY MEETINGS. <box>356 1841 532 1854</box>
article-paragraph: The authorities attribute the disorders to the activities of non-co-operators. <box>861 1699 1134 1727</box>
winner-entry: 95 Selene. <box>586 472 641 485</box>
strathallan-title: STRATHALLAN MEETING, <box>1173 77 1413 98</box>
winner-entry: 106 Star of Birth. <box>586 615 677 628</box>
divider <box>312 961 576 962</box>
article-paragraph: It was the one position that he was practically and ideally drawn, and there was no excuse for him. At least, I cannot give any excuse to offer afterwards. The horse that won the race was very fit and well, and he was backed by him on the form at his face value. The public could not understand was that Ardoiso should be some distance behind in front of Glanoranne, and they were not to blame, taking a line through Santaquest. <box>47 2035 302 2172</box>
golf-text <box>861 851 1134 1073</box>
askit-testimonial: A well-known minister writes:—'I have used your Askit, and I can conscientiously recommend it in the highest terms.' From your Chemist—or post free. Askit Manufacturing Co. Kappochhill Rd., Glasgow <box>1252 1336 1427 1397</box>
selection-line: 2.30—Czarda (nap); if absent, Berina. <box>586 1081 783 1094</box>
boot-icon <box>1003 1865 1126 1944</box>
strathallan-line4: Entries for Handicaps Close 30th July. Competitors Travelling for 3 Events will get Free Admission Ticket. <box>1157 163 1429 183</box>
meeting-selection: Monday.—1.30 or 2.30—Joss House. 3.0—Charles Cherry. 4.0—Dervish. <box>312 674 569 700</box>
winner-entry: 112 Sea Air. <box>722 472 785 485</box>
winner-entry: 101 Jilted (5-1). <box>586 550 667 563</box>
winner-entry: 94 Northern Light. <box>586 459 685 472</box>
article-paragraph: My endeavour to do the hat trick at Ayr failed, as we had only two runners, who got second and third respectively. My readers would do well to note the animals I wrote of, for their success is certain in the near future. One of my friends was so disgusted that he wrote me a letter, in which I found myself 'sent to my account with all my imperfections on my head.' <box>312 1060 576 1184</box>
selection-line: 2.30—Morton's best (nap); if absent, Aroma. <box>586 1275 817 1288</box>
winner-entry: 127 King Sol. <box>722 693 792 705</box>
winner-entry: 110 Black Bay (5-2). <box>586 667 691 679</box>
winners-list-right <box>722 460 851 707</box>
article-paragraph: Ivor Darling tells me that Drake's Drum is coming on, and will make a good horse. If they could not allow him to run at Goodwood on account of the hard ground, for the owners were not afraid to take the risk. In my opinion, a good horse should not be able to race under any conditions. Drake's Drum may improve, but he is on the 'Bars' 3 lb. behind Pondoland, and, as I said before, the latter is 10 lb. behind Sicyon at home. <box>47 1695 302 1833</box>
selection-line: 4.30—Savile Row (nap); if absent, Teuch. <box>586 1036 799 1049</box>
meeting-selection: Tuesday.—2.30—Black Bay or Firefiend. 3.0—Double Up. 4.30—Muzia or Flotta. <box>312 814 550 839</box>
article-paragraph: After seeing his displays at Newcastle I formed the idea that he was a high-class colt that would train into a real top-sawyer, but at Goodwood he was badly beaten behind such as Firefiend and Unison, who had not been considered second-class animals. <box>47 481 302 563</box>
meeting-selection: Monday.—4.0—Aughton. 4.30—Soldier Song. <box>312 767 546 780</box>
winner-entry: 123 Sanguine. <box>722 641 797 654</box>
winner-entry: 111 Lace (6-1). <box>722 459 800 472</box>
muscular-man-figure <box>1323 545 1410 660</box>
lead-subhead: GOOD CROP OF YOUNGSTERS TO FOLLOW. <box>126 188 776 220</box>
manfield-price: 22/6 <box>869 1840 936 1872</box>
